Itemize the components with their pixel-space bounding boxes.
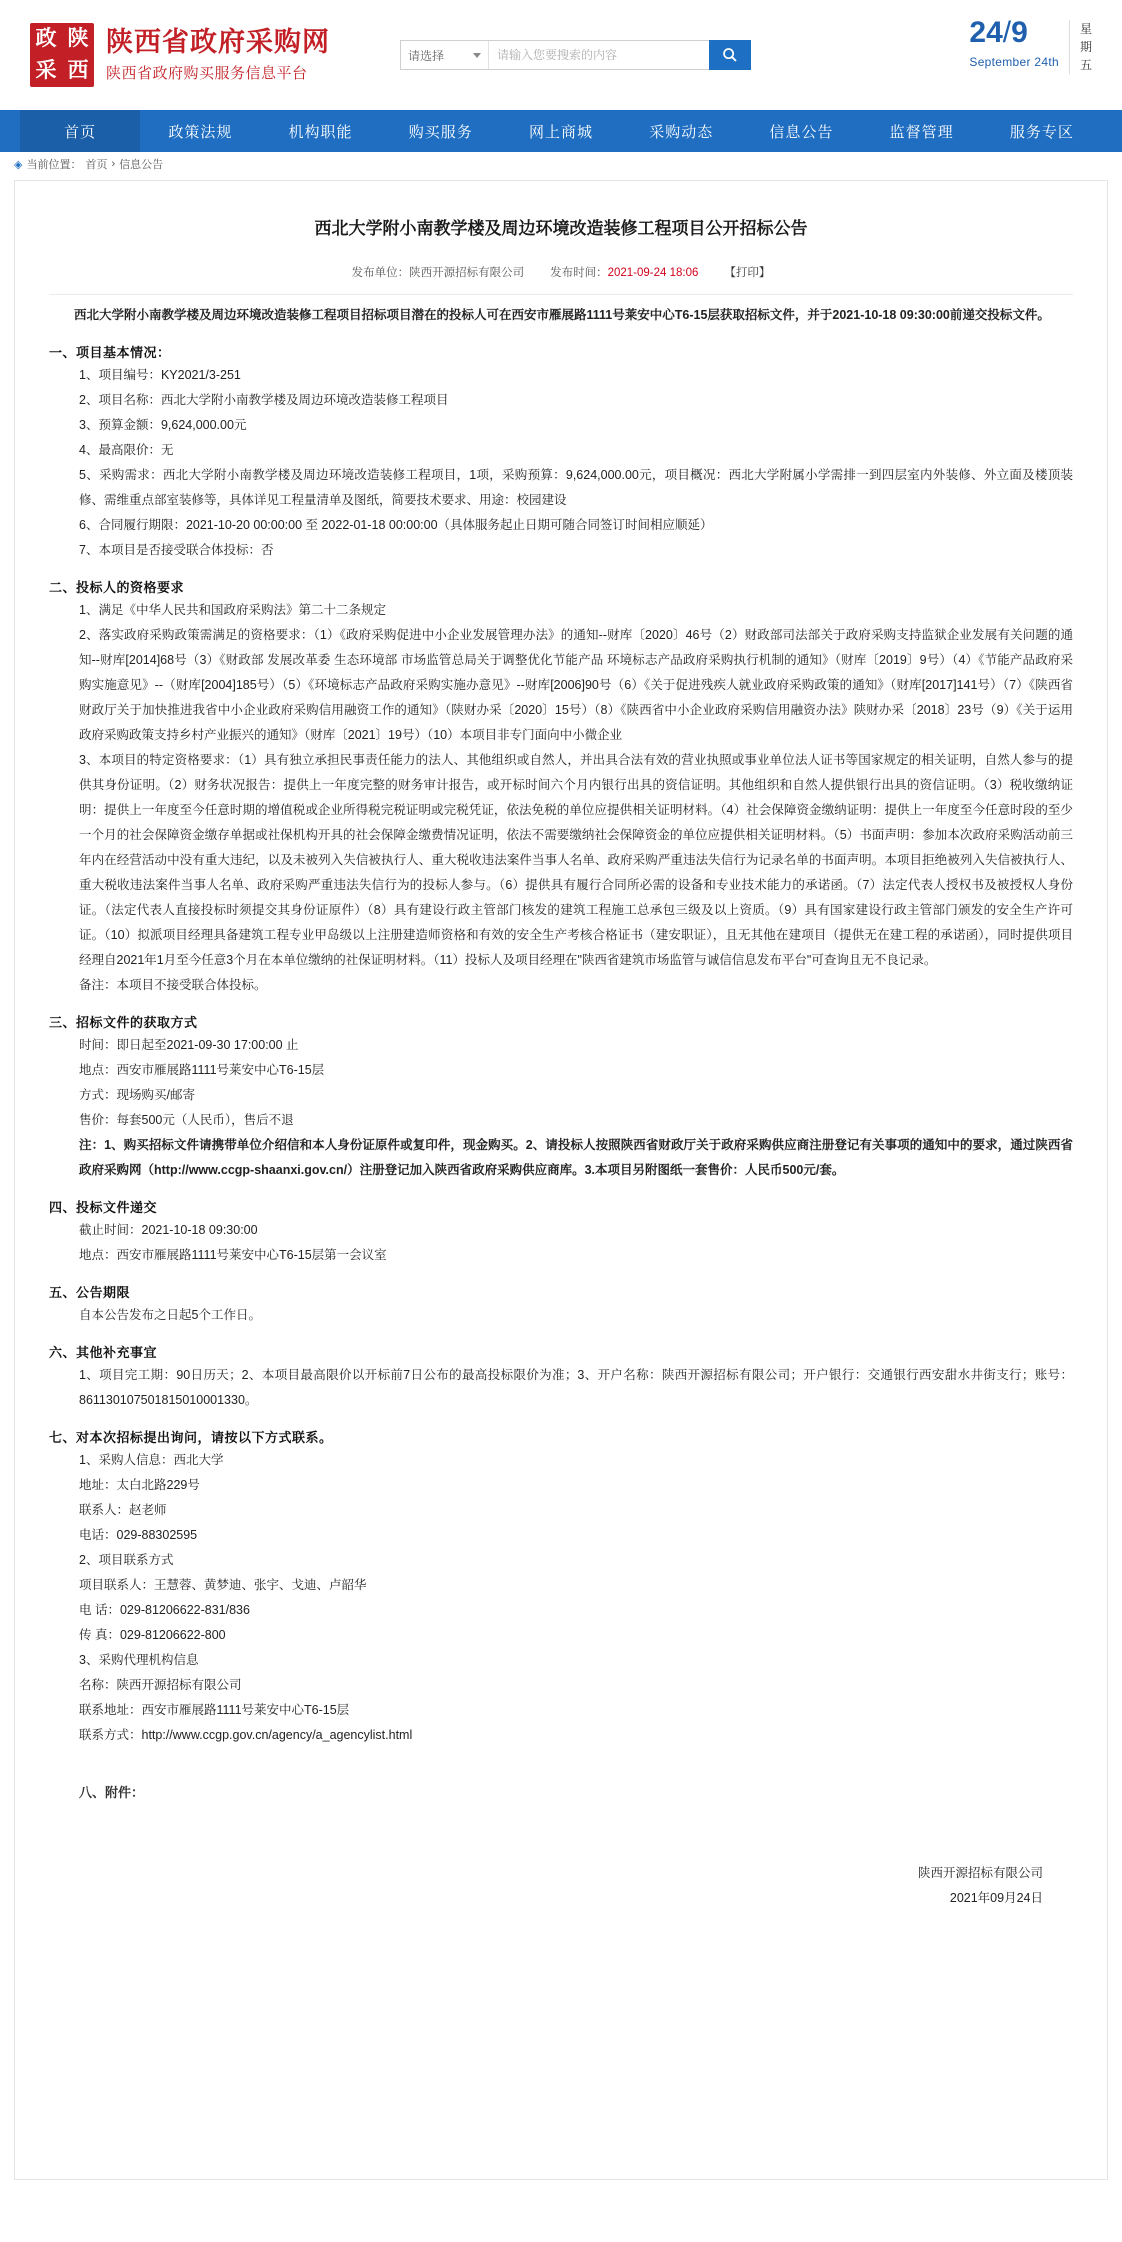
breadcrumb-item-current: 信息公告 [119, 159, 164, 171]
signature-company: 陕西开源招标有限公司 [917, 1866, 1043, 1881]
section-head-4: 四、投标文件递交 [49, 1200, 158, 1216]
section-head-7: 七、对本次招标提出询问，请按以下方式联系。 [49, 1430, 333, 1446]
search-button[interactable] [709, 40, 751, 70]
list-item: 3、预算金额：9,624,000.00元 [79, 418, 247, 433]
nav-item-home[interactable]: 首页 [20, 110, 140, 152]
date-day: 24 [969, 16, 1003, 49]
search-category-select[interactable] [401, 41, 489, 69]
logo-char-4: 西 [67, 58, 89, 82]
list-item: 2、项目名称：西北大学附小南教学楼及周边环境改造装修工程项目 [79, 393, 449, 408]
list-item: 电 话：029-81206622-831/836 [79, 1603, 250, 1618]
list-item: 地点：西安市雁展路1111号莱安中心T6-15层第一会议室 [79, 1248, 387, 1263]
list-item: 3、本项目的特定资格要求：（1）具有独立承担民事责任能力的法人、其他组织或自然人，并出具合法有效的营业执照或事业单位法人证书等国家规定的相关证明，自然人参与的提供其身份证明。（2）财务状况报告：提供上一年度完整的财务审计报告，或开标时间六个月内银行出具的资信证明。其他组织和自然人提供银行出具的资信证明。（3）税收缴纳证明：提供上一年度至今任意时期的增值税或企业所得税完税证明或完税凭证，依法免税的单位应提供相关证明材料。（4）社会保障资金缴纳证明：提供上一年度至今任意时段的至少一个月的社会保障资金缴存单据或社保机构开具的社会保障金缴费情况证明，依法不需要缴纳社会保障资金的单位应提供相关证明材料。（5）书面声明：参加本次政府采购活动前三年内在经营活动中没有重大违纪，以及未被列入失信被执行人、重大税收违法案件当事人名单、政府采购严重违法失信行为记录名单的书面声明。本项目拒绝被列入失信被执行人、重大税收违法案件当事人名单、政府采购严重违法失信行为的投标人参与。（6）提供具有履行合同所必需的设备和专业技术能力的承诺函。（7）法定代表人授权书及被授权人身份证。（法定代表人直接投标时须提交其身份证原件）（8）具有建设行政主管部门核发的建筑工程施工总承包三级及以上资质。（9）具有国家建设行政主管部门颁发的安全生产许可证。（10）拟派项目经理具备建筑工程专业甲岛级以上注册建造师资格和有效的安全生产考核合格证书（建安职证），且无其他在建项目（提供无在建工程的承诺函），同时提供项目经理自2021年1月至今任意3个月在本单位缴纳的社保证明材料。（11）投标人及项目经理在"陕西省建筑市场监管与诚信信息发布平台"可查询且无不良记录。 [79, 753, 1073, 968]
document-signature [49, 1861, 1073, 1911]
nav-item-policy[interactable]: 政策法规 [168, 123, 233, 141]
date-numbers [969, 18, 1059, 48]
list-item: 备注：本项目不接受联合体投标。 [79, 978, 267, 993]
nav-item-procurement-news[interactable]: 采购动态 [649, 123, 714, 141]
section-6-items [49, 1363, 1073, 1413]
list-item: 方式：现场购买/邮寄 [79, 1088, 195, 1103]
date-month-num: 9 [1011, 16, 1028, 49]
document-card [14, 180, 1108, 2180]
date-weekday: 星 期 五 [1069, 20, 1092, 74]
section-head-1: 一、项目基本情况： [49, 345, 171, 361]
list-item: 7、本项目是否接受联合体投标：否 [79, 543, 274, 558]
section-5-items [49, 1303, 1073, 1328]
search-category-value: 请选择 [408, 48, 445, 63]
list-item: 传 真：029-81206622-800 [79, 1628, 226, 1643]
page-title: 西北大学附小南教学楼及周边环境改造装修工程项目公开招标公告 [314, 219, 808, 238]
list-item: 自本公告发布之日起5个工作日。 [79, 1308, 261, 1323]
publisher-label: 发布单位： [351, 267, 410, 280]
date-widget [969, 18, 1092, 74]
meta-divider [49, 294, 1073, 295]
site-header [0, 0, 1122, 110]
main-nav[interactable] [0, 110, 1122, 152]
section-4-items [49, 1218, 1073, 1268]
nav-item-purchase-service[interactable]: 购买服务 [408, 123, 473, 141]
list-item: 时间：即日起至2021-09-30 17:00:00 止 [79, 1038, 299, 1053]
date-month-label: September 24th [969, 55, 1059, 69]
search-bar[interactable] [400, 40, 751, 70]
list-item: 1、项目完工期：90日历天；2、本项目最高限价以开标前7日公布的最高投标限价为准；3、开户名称：陕西开源招标有限公司；开户银行：交通银行西安甜水井街支行；账号：861130107501815010001330。 [79, 1368, 1073, 1408]
list-item: 2、落实政府采购政策需满足的资格要求：（1）《政府采购促进中小企业发展管理办法》的通知--财库〔2020〕46号（2）财政部司法部关于政府采购支持监狱企业发展有关问题的通知--财库[2014]68号（3）《财政部 发展改革委 生态环境部 市场监管总局关于调整优化节能产品 环境标志产品政府采购执行机制的通知》（财库〔2019〕9号）（4）《节能产品政府采购实施意见》--（财库[2004]185号）（5）《环境标志产品政府采购实施办意见》--财库[2006]90号（6）《关于促进残疾人就业政府采购政策的通知》（财库[2017]141号）（7）《陕西省财政厅关于加快推进我省中小企业政府采购信用融资工作的通知》（陕财办采〔2020〕15号）（8）《陕西省中小企业政府采购信用融资办法》陕财办采〔2018〕23号（9）《关于运用政府采购政策支持乡村产业振兴的通知》（财库〔2021〕19号）（10）本项目非专门面向中小微企业 [79, 628, 1073, 743]
logo-char-1: 政 [35, 26, 57, 50]
section-1-items [49, 363, 1073, 563]
document-intro: 西北大学附小南教学楼及周边环境改造装修工程项目招标项目潜在的投标人可在西安市雁展路1111号莱安中心T6-15层获取招标文件，并于2021-10-18 09:30:00前递交投标文件。 [74, 308, 1050, 323]
list-item: 项目联系人：王慧蓉、黄梦迪、张宇、戈迪、卢韶华 [79, 1578, 367, 1593]
logo-char-2: 陕 [67, 26, 89, 50]
list-item: 1、采购人信息：西北大学 [79, 1453, 224, 1468]
location-pin-icon: ◈ [14, 158, 23, 171]
list-item: 2、项目联系方式 [79, 1553, 174, 1568]
section-head-6: 六、其他补充事宜 [49, 1345, 158, 1361]
breadcrumb-item-home[interactable]: 首页 [85, 159, 108, 171]
list-item: 联系地址：西安市雁展路1111号莱安中心T6-15层 [79, 1703, 350, 1718]
list-item: 联系方式：http://www.ccgp.gov.cn/agency/a_agencylist.html [79, 1728, 413, 1743]
nav-item-functions[interactable]: 机构职能 [288, 123, 353, 141]
chevron-down-icon [473, 53, 481, 58]
nav-item-service-zone[interactable]: 服务专区 [1009, 123, 1074, 141]
nav-item-online-mall[interactable]: 网上商城 [528, 123, 593, 141]
section-3-items [49, 1033, 1073, 1183]
publish-time-group [550, 264, 698, 280]
section-head-3: 三、招标文件的获取方式 [49, 1015, 198, 1031]
print-button[interactable]: 【打印】 [724, 267, 771, 280]
site-logo[interactable] [30, 23, 330, 87]
logo-char-3: 采 [35, 58, 57, 82]
list-item: 截止时间：2021-10-18 09:30:00 [79, 1223, 258, 1238]
list-item: 电话：029-88302595 [79, 1528, 198, 1543]
publisher-value: 陕西开源招标有限公司 [409, 267, 525, 280]
nav-item-supervision[interactable]: 监督管理 [889, 123, 954, 141]
list-item: 地址：太白北路229号 [79, 1478, 200, 1493]
breadcrumb [0, 152, 1122, 176]
list-item: 6、合同履行期限：2021-10-20 00:00:00 至 2022-01-18 00:00:00（具体服务起止日期可随合同签订时间相应顺延） [79, 518, 713, 533]
publish-time-value: 2021-09-24 18:06 [607, 267, 699, 280]
list-item: 4、最高限价：无 [79, 443, 174, 458]
search-icon [722, 47, 738, 63]
section-head-5: 五、公告期限 [49, 1285, 131, 1301]
logo-mark-icon [30, 23, 94, 87]
document-meta [49, 264, 1073, 280]
list-item: 5、采购需求：西北大学附小南教学楼及周边环境改造装修工程项目，1项，采购预算：9,624,000.00元，项目概况：西北大学附属小学需排一到四层室内外装修、外立面及楼顶装修、需维重点部室装修等，具体详见工程量清单及图纸，简要技术要求、用途：校园建设 [79, 468, 1073, 508]
nav-item-announcements[interactable]: 信息公告 [769, 123, 834, 141]
section-head-2: 二、投标人的资格要求 [49, 580, 185, 596]
date-slash: / [1002, 16, 1012, 49]
list-item: 1、满足《中华人民共和国政府采购法》第二十二条规定 [79, 603, 386, 618]
publisher-group [352, 264, 525, 280]
publish-time-label: 发布时间： [550, 267, 608, 280]
section-7-items [49, 1448, 1073, 1748]
breadcrumb-separator: › [111, 158, 116, 170]
list-item: 1、项目编号：KY2021/3-251 [79, 368, 241, 383]
site-title: 陕西省政府采购网 [106, 27, 330, 58]
signature-date: 2021年09月24日 [949, 1891, 1043, 1906]
list-item: 售价：每套500元（人民币），售后不退 [79, 1113, 294, 1128]
breadcrumb-prefix: 当前位置： [26, 159, 82, 171]
list-item: 地点：西安市雁展路1111号莱安中心T6-15层 [79, 1063, 325, 1078]
list-item: 联系人：赵老师 [79, 1503, 167, 1518]
site-subtitle: 陕西省政府购买服务信息平台 [106, 64, 308, 82]
list-item: 3、采购代理机构信息 [79, 1653, 199, 1668]
search-input[interactable] [489, 41, 709, 69]
section-head-8: 八、附件： [79, 1785, 145, 1801]
list-item: 名称：陕西开源招标有限公司 [79, 1678, 242, 1693]
section-2-items [49, 598, 1073, 998]
section-3-note: 注：1、购买招标文件请携带单位介绍信和本人身份证原件或复印件，现金购买。2、请投标人按照陕西省财政厅关于政府采购供应商注册登记有关事项的通知中的要求，通过陕西省政府采购网（http://www.ccgp-shaanxi.gov.cn/）注册登记加入陕西省政府采购供应商库。3.本项目另附图纸一套售价：人民币500元/套。 [79, 1138, 1073, 1178]
